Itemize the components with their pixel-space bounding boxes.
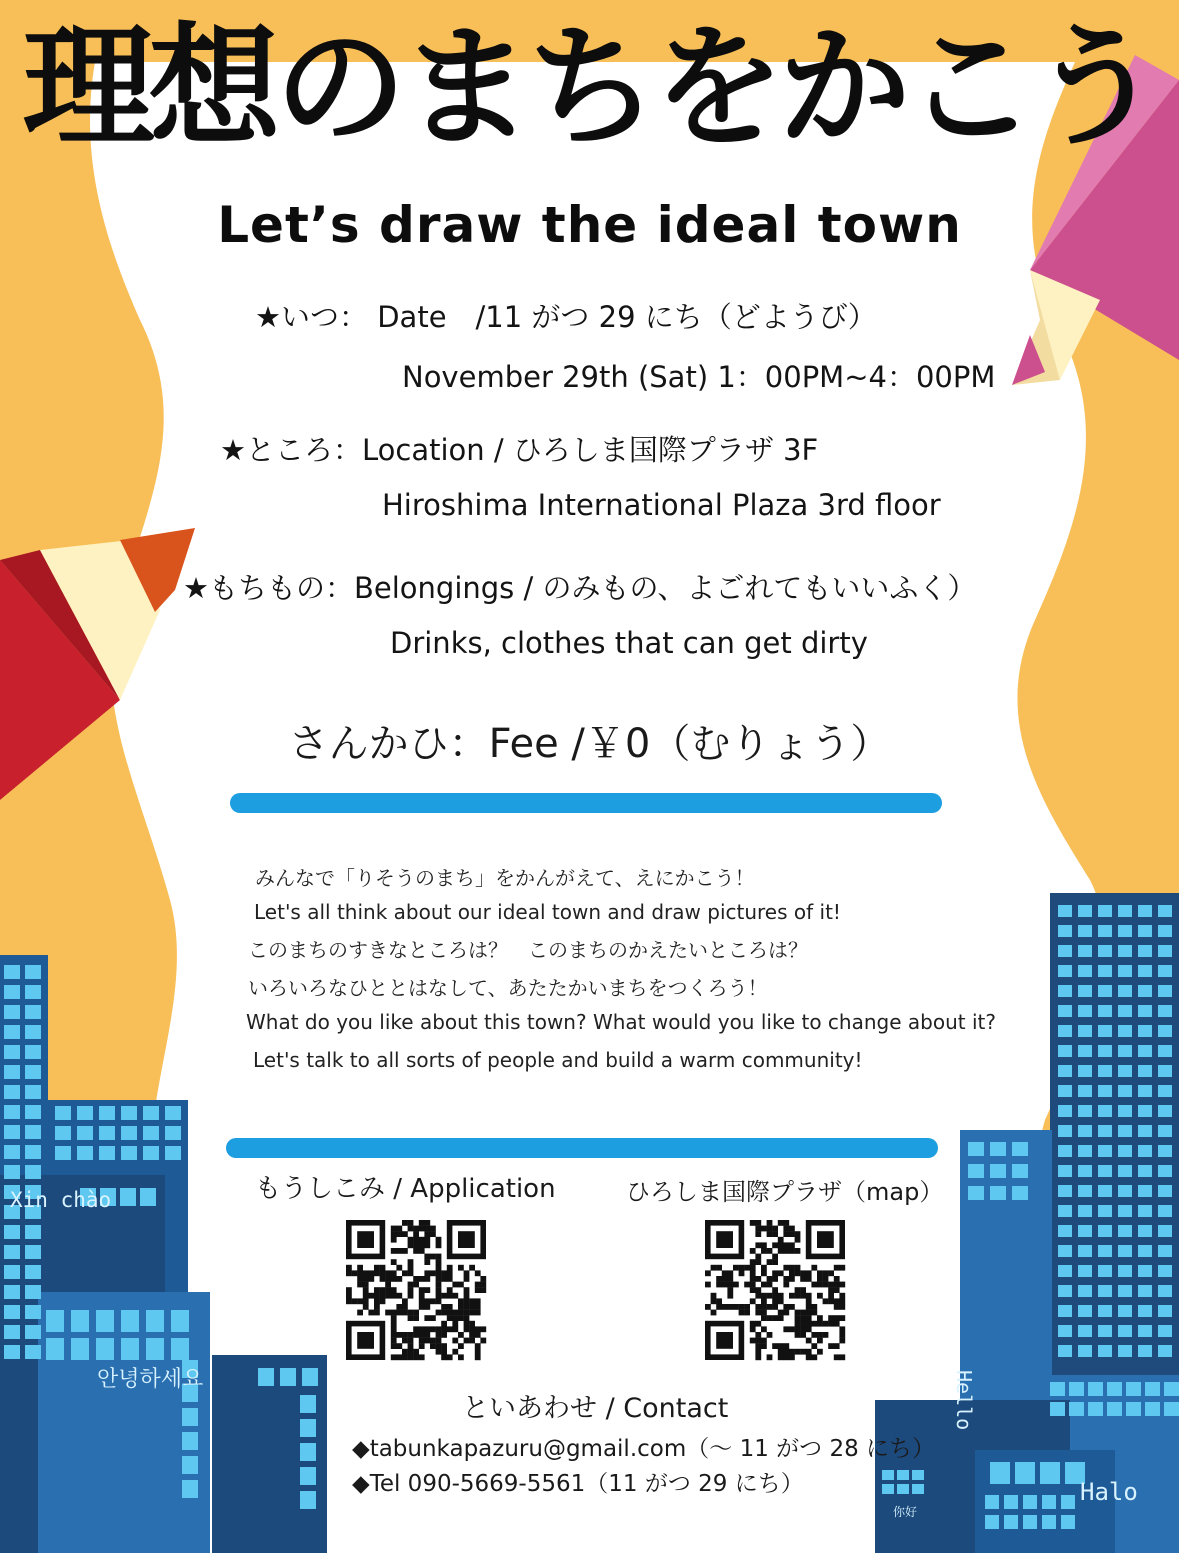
building-window xyxy=(4,1005,20,1019)
building-window xyxy=(1158,1285,1172,1297)
building-window xyxy=(1158,905,1172,917)
building-window xyxy=(99,1106,115,1120)
building-window xyxy=(4,1285,20,1299)
building-window xyxy=(1098,1245,1112,1257)
building-window xyxy=(1158,1045,1172,1057)
building-window xyxy=(1058,1065,1072,1077)
building-window xyxy=(140,1188,156,1206)
building-window xyxy=(1158,1065,1172,1077)
building-window xyxy=(1138,1065,1152,1077)
building-window xyxy=(1098,1265,1112,1277)
building-window xyxy=(77,1106,93,1120)
building-window xyxy=(882,1484,894,1494)
building-window xyxy=(1058,1265,1072,1277)
building-window xyxy=(1118,905,1132,917)
building-window xyxy=(25,1145,41,1159)
building-window xyxy=(1118,1165,1132,1177)
contact-tel[interactable]: ◆Tel 090-5669-5561（11 がつ 29 にち） xyxy=(352,1471,804,1497)
building-window xyxy=(121,1338,139,1360)
building-window xyxy=(99,1146,115,1160)
building-window xyxy=(1058,1165,1072,1177)
building-window xyxy=(120,1188,136,1206)
building-window xyxy=(25,1045,41,1059)
building-window xyxy=(1042,1495,1056,1509)
building-window xyxy=(71,1310,89,1332)
building-window xyxy=(1138,1025,1152,1037)
building-label-halo: Halo xyxy=(1080,1478,1138,1506)
building-window xyxy=(4,985,20,999)
building-window xyxy=(1118,925,1132,937)
building-window xyxy=(1098,905,1112,917)
divider-bar-bottom xyxy=(226,1138,938,1158)
building-window xyxy=(1098,1085,1112,1097)
building-window xyxy=(1058,1245,1072,1257)
building-window xyxy=(46,1310,64,1332)
building-window xyxy=(1078,1185,1092,1197)
building-window xyxy=(1098,965,1112,977)
building-window xyxy=(4,1045,20,1059)
building-window xyxy=(1138,1085,1152,1097)
building-window xyxy=(1061,1515,1075,1529)
building-window xyxy=(1098,1185,1112,1197)
building-window xyxy=(1058,1105,1072,1117)
building-window xyxy=(1158,1345,1172,1357)
building-window xyxy=(1050,1382,1065,1396)
building-window xyxy=(1098,1325,1112,1337)
building-window xyxy=(25,1345,41,1359)
building-window xyxy=(1078,1265,1092,1277)
building-window xyxy=(1058,1085,1072,1097)
building-window xyxy=(1138,1225,1152,1237)
building-window xyxy=(1058,1345,1072,1357)
building-window xyxy=(1138,1285,1152,1297)
building-window xyxy=(55,1146,71,1160)
building-window xyxy=(4,1125,20,1139)
building-window xyxy=(182,1408,198,1426)
building-window xyxy=(1078,965,1092,977)
building-window xyxy=(1138,1005,1152,1017)
building-window xyxy=(1158,985,1172,997)
building-window xyxy=(25,1265,41,1279)
building-window xyxy=(1138,1205,1152,1217)
building-window xyxy=(1138,1045,1152,1057)
building-window xyxy=(1118,1185,1132,1197)
building-window xyxy=(165,1146,181,1160)
building-window xyxy=(171,1310,189,1332)
building-window xyxy=(1158,1025,1172,1037)
building-window xyxy=(1023,1515,1037,1529)
building-window xyxy=(1058,925,1072,937)
building-window xyxy=(990,1186,1006,1200)
building-window xyxy=(1107,1382,1122,1396)
building-window xyxy=(25,985,41,999)
building-window xyxy=(1078,1105,1092,1117)
building-window xyxy=(1138,1165,1152,1177)
building-window xyxy=(4,1065,20,1079)
building-window xyxy=(1061,1495,1075,1509)
building-window xyxy=(1078,1085,1092,1097)
building-window xyxy=(1126,1382,1141,1396)
building-window xyxy=(1042,1515,1056,1529)
building-window xyxy=(1078,1205,1092,1217)
map-label: ひろしま国際プラザ（map） xyxy=(626,1178,944,1206)
building-window xyxy=(99,1126,115,1140)
building-window xyxy=(1088,1382,1103,1396)
building-window xyxy=(1004,1495,1018,1509)
building-window xyxy=(4,1145,20,1159)
building-window xyxy=(1158,1305,1172,1317)
building-window xyxy=(1098,1005,1112,1017)
belongings-english: Drinks, clothes that can get dirty xyxy=(390,626,868,660)
message-line-4: いろいろなひととはなして、あたたかいまちをつくろう！ xyxy=(248,976,768,1000)
building-label-korean: 안녕하세요 xyxy=(97,1367,204,1392)
building-window xyxy=(1138,1305,1152,1317)
building-window xyxy=(1118,1305,1132,1317)
building-window xyxy=(71,1338,89,1360)
building-window xyxy=(1050,1402,1065,1416)
building-window xyxy=(1078,1065,1092,1077)
building-window xyxy=(1145,1402,1160,1416)
building-window xyxy=(1138,965,1152,977)
building-label-chinese: 你好 xyxy=(893,1505,918,1519)
qr-application-image xyxy=(342,1216,490,1364)
building-window xyxy=(897,1470,909,1480)
building-window xyxy=(1118,1005,1132,1017)
qr-map-image xyxy=(701,1216,849,1364)
building-window xyxy=(143,1106,159,1120)
date-english: November 29th (Sat) 1：00PM~4：00PM xyxy=(402,360,996,394)
building-window xyxy=(25,1325,41,1339)
building-window xyxy=(1058,1205,1072,1217)
fee-line: さんかひ：Fee /￥0（むりょう） xyxy=(288,721,891,767)
building-window xyxy=(25,965,41,979)
building-window xyxy=(4,1265,20,1279)
building-window xyxy=(1138,1145,1152,1157)
building-window xyxy=(1078,1025,1092,1037)
building-window xyxy=(1058,1185,1072,1197)
building-window xyxy=(1118,965,1132,977)
building-window xyxy=(1012,1142,1028,1156)
building-window xyxy=(1015,1462,1035,1484)
building-window xyxy=(25,1065,41,1079)
building-window xyxy=(25,1285,41,1299)
building-window xyxy=(1098,985,1112,997)
building-window xyxy=(1098,1165,1112,1177)
building-window xyxy=(1138,1185,1152,1197)
building-window xyxy=(77,1146,93,1160)
building-window xyxy=(1078,985,1092,997)
building-window xyxy=(1058,1285,1072,1297)
building-window xyxy=(300,1395,316,1413)
building-window xyxy=(4,1085,20,1099)
building-label-vietnamese: Xin chào xyxy=(10,1188,112,1212)
building-window xyxy=(300,1491,316,1509)
application-label: もうしこみ / Application xyxy=(255,1174,556,1204)
building-window xyxy=(121,1146,137,1160)
divider-bar-top xyxy=(230,793,942,813)
building-window xyxy=(1078,1285,1092,1297)
building-window xyxy=(1138,925,1152,937)
building-window xyxy=(25,1245,41,1259)
building-window xyxy=(1118,1065,1132,1077)
message-line-5: What do you like about this town? What would you like to change about it? xyxy=(246,1010,996,1034)
building-window xyxy=(1138,1325,1152,1337)
building-window xyxy=(1098,1305,1112,1317)
building-window xyxy=(1023,1495,1037,1509)
building-window xyxy=(1118,1105,1132,1117)
building-window xyxy=(1098,1225,1112,1237)
building-window xyxy=(1158,1325,1172,1337)
page-title: 理想のまちをかこう xyxy=(22,11,1157,165)
building-window xyxy=(46,1338,64,1360)
building-window xyxy=(4,1245,20,1259)
building-window xyxy=(1118,1145,1132,1157)
building-window xyxy=(55,1106,71,1120)
building-window xyxy=(1158,1245,1172,1257)
building-window xyxy=(171,1338,189,1360)
building-window xyxy=(1058,945,1072,957)
building-window xyxy=(1058,1325,1072,1337)
building-window xyxy=(1118,945,1132,957)
building-window xyxy=(182,1432,198,1450)
building-window xyxy=(4,1165,20,1179)
building-window xyxy=(1098,1125,1112,1137)
building-window xyxy=(968,1142,984,1156)
building-window xyxy=(1058,1145,1072,1157)
building-window xyxy=(1145,1382,1160,1396)
location-line: ★ところ：Location / ひろしま国際プラザ 3F xyxy=(220,433,819,467)
building-window xyxy=(1158,1125,1172,1137)
building-window xyxy=(1069,1382,1084,1396)
building-window xyxy=(1138,985,1152,997)
building-window xyxy=(990,1164,1006,1178)
building-window xyxy=(1158,1185,1172,1197)
building-window xyxy=(4,1025,20,1039)
building-window xyxy=(1098,1345,1112,1357)
building-window xyxy=(1118,1025,1132,1037)
building-window xyxy=(25,1225,41,1239)
building-window xyxy=(1118,1045,1132,1057)
building-window xyxy=(300,1467,316,1485)
belongings-line: ★もちもの：Belongings / のみもの、よごれてもいいふく） xyxy=(183,571,977,605)
building-window xyxy=(1058,1005,1072,1017)
building-window xyxy=(897,1484,909,1494)
building-window xyxy=(300,1419,316,1437)
building-window xyxy=(1058,965,1072,977)
building-window xyxy=(1058,1125,1072,1137)
building-window xyxy=(1078,1325,1092,1337)
building-window xyxy=(1012,1186,1028,1200)
building-window xyxy=(4,965,20,979)
building-window xyxy=(182,1480,198,1498)
building-window xyxy=(1138,905,1152,917)
building-window xyxy=(1078,945,1092,957)
building-window xyxy=(1118,1345,1132,1357)
building-window xyxy=(1078,905,1092,917)
building-window xyxy=(1138,945,1152,957)
building-window xyxy=(1098,1205,1112,1217)
building-window xyxy=(1098,1045,1112,1057)
building-window xyxy=(1107,1402,1122,1416)
building-window xyxy=(1098,1065,1112,1077)
building-window xyxy=(1158,1265,1172,1277)
building-window xyxy=(1078,1225,1092,1237)
building-window xyxy=(1164,1402,1179,1416)
building-window xyxy=(1138,1345,1152,1357)
building-window xyxy=(146,1310,164,1332)
building-window xyxy=(258,1368,274,1386)
contact-heading: といあわせ / Contact xyxy=(462,1393,729,1424)
building-window xyxy=(1040,1462,1060,1484)
building-window xyxy=(143,1126,159,1140)
building-window xyxy=(121,1106,137,1120)
building-window xyxy=(77,1126,93,1140)
building-window xyxy=(1058,1305,1072,1317)
building-window xyxy=(4,1305,20,1319)
building-window xyxy=(4,1105,20,1119)
building-window xyxy=(1058,1225,1072,1237)
building-window xyxy=(1078,1045,1092,1057)
building-window xyxy=(985,1515,999,1529)
building-window xyxy=(1138,1265,1152,1277)
building-window xyxy=(300,1443,316,1461)
building-window xyxy=(1158,945,1172,957)
building-window xyxy=(25,1305,41,1319)
building-window xyxy=(968,1186,984,1200)
building-window xyxy=(25,1085,41,1099)
building-window xyxy=(1118,1325,1132,1337)
building-window xyxy=(1118,1265,1132,1277)
building-window xyxy=(25,1025,41,1039)
building-window xyxy=(1158,1105,1172,1117)
building-window xyxy=(1158,1085,1172,1097)
building-window xyxy=(1158,965,1172,977)
message-line-2: Let's all think about our ideal town and draw pictures of it! xyxy=(254,900,841,924)
building-window xyxy=(1098,925,1112,937)
building-window xyxy=(121,1126,137,1140)
location-english: Hiroshima International Plaza 3rd floor xyxy=(382,488,941,522)
building-window xyxy=(1118,985,1132,997)
building-window xyxy=(1088,1402,1103,1416)
building-window xyxy=(1126,1402,1141,1416)
building-window xyxy=(1138,1105,1152,1117)
building-window xyxy=(165,1126,181,1140)
building-window xyxy=(121,1310,139,1332)
building-window xyxy=(1158,1165,1172,1177)
building-window xyxy=(25,1125,41,1139)
building-window xyxy=(4,1225,20,1239)
building-window xyxy=(25,1165,41,1179)
building-window xyxy=(55,1126,71,1140)
building-window xyxy=(1098,1285,1112,1297)
building-window xyxy=(990,1462,1010,1484)
building-window xyxy=(143,1146,159,1160)
building-window xyxy=(985,1495,999,1509)
building-window xyxy=(1058,905,1072,917)
building-window xyxy=(1078,1125,1092,1137)
building-window xyxy=(1164,1382,1179,1396)
building-window xyxy=(1098,945,1112,957)
building-window xyxy=(1118,1225,1132,1237)
building-window xyxy=(1078,1005,1092,1017)
date-line: ★いつ： Date /11 がつ 29 にち（どようび） xyxy=(255,300,877,334)
building-window xyxy=(146,1338,164,1360)
building-window xyxy=(1158,1145,1172,1157)
building-window xyxy=(1158,1205,1172,1217)
building-window xyxy=(96,1310,114,1332)
building-window xyxy=(1118,1125,1132,1137)
building-window xyxy=(96,1338,114,1360)
building-window xyxy=(4,1325,20,1339)
building-window xyxy=(1138,1125,1152,1137)
building-window xyxy=(882,1470,894,1480)
building-window xyxy=(1058,1045,1072,1057)
page-subtitle: Let’s draw the ideal town xyxy=(217,196,962,254)
building-window xyxy=(1004,1515,1018,1529)
building-window xyxy=(4,1345,20,1359)
building-label-english: Hello xyxy=(952,1370,976,1431)
building-window xyxy=(25,1005,41,1019)
building-window xyxy=(1078,1145,1092,1157)
building-window xyxy=(1118,1285,1132,1297)
building-window xyxy=(1078,1245,1092,1257)
building-window xyxy=(165,1106,181,1120)
building-window xyxy=(1069,1402,1084,1416)
building-window xyxy=(1058,985,1072,997)
building-window xyxy=(1078,1165,1092,1177)
message-line-3: このまちのすきなところは？ このまちのかえたいところは？ xyxy=(248,938,808,962)
message-line-6: Let's talk to all sorts of people and build a warm community! xyxy=(253,1048,863,1072)
building-window xyxy=(1118,1205,1132,1217)
message-line-1: みんなで「りそうのまち」をかんがえて、えにかこう！ xyxy=(255,866,755,890)
building-window xyxy=(1098,1025,1112,1037)
building-window xyxy=(912,1470,924,1480)
building-window xyxy=(1078,1345,1092,1357)
building-window xyxy=(990,1142,1006,1156)
contact-email[interactable]: ◆tabunkapazuru@gmail.com（～ 11 がつ 28 にち） xyxy=(352,1436,936,1462)
building-window xyxy=(1138,1245,1152,1257)
building-window xyxy=(1118,1245,1132,1257)
building-window xyxy=(1098,1145,1112,1157)
building-window xyxy=(1012,1164,1028,1178)
building-window xyxy=(1158,1005,1172,1017)
building-window xyxy=(1118,1085,1132,1097)
building-window xyxy=(302,1368,318,1386)
building-window xyxy=(25,1105,41,1119)
building-window xyxy=(1158,1225,1172,1237)
building-window xyxy=(182,1456,198,1474)
building-window xyxy=(1058,1025,1072,1037)
building-window xyxy=(1158,925,1172,937)
building-window xyxy=(1098,1105,1112,1117)
building-window xyxy=(280,1368,296,1386)
building-window xyxy=(912,1484,924,1494)
building-window xyxy=(1078,925,1092,937)
building-window xyxy=(968,1164,984,1178)
building-window xyxy=(1078,1305,1092,1317)
